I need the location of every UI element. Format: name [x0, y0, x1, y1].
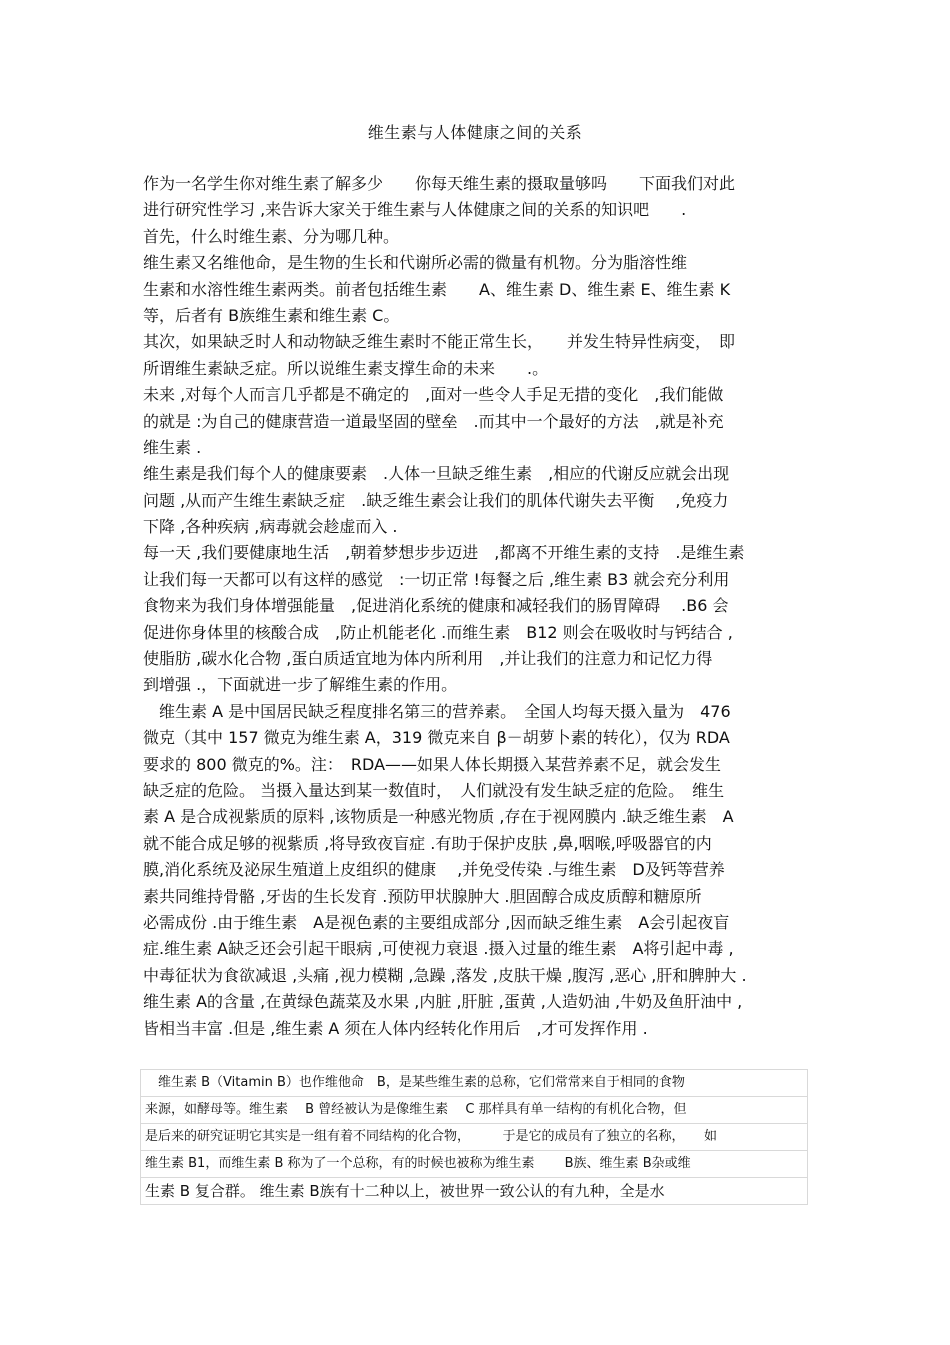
boxed-line: 维生素 B（Vitamin B）也作维他命 B，是某些维生素的总称，它们常常来自于相同的食物	[140, 1069, 808, 1096]
body-line: 作为一名学生你对维生素了解多少 你每天维生素的摄取量够吗 下面我们对此	[143, 174, 736, 193]
boxed-section	[140, 1069, 808, 1205]
boxed-line: 来源，如酵母等。维生素 B 曾经被认为是像维生素 C 那样具有单一结构的有机化合物，但	[140, 1096, 808, 1123]
boxed-line: 维生素 B1，而维生素 B 称为了一个总称，有的时候也被称为维生素 B族、维生素 B杂或维	[140, 1150, 808, 1177]
body-line: 就不能合成足够的视紫质 ,将导致夜盲症 .有助于保护皮肤 ,鼻,咽喉,呼吸器官的内	[143, 833, 712, 853]
body-line: 进行研究性学习 ,来告诉大家关于维生素与人体健康之间的关系的知识吧 .	[143, 200, 687, 220]
body-line: 其次，如果缺乏时人和动物缺乏维生素时不能正常生长， 并发生特异性病变， 即	[143, 332, 736, 352]
body-line: 必需成份 .由于维生素 A是视色素的主要组成部分 ,因而缺乏维生素 A会引起夜盲	[143, 912, 730, 932]
document-title: 维生素与人体健康之间的关系	[367, 123, 583, 142]
body-line: 下降 ,各种疾病 ,病毒就会趁虚而入 .	[143, 517, 398, 537]
body-line: 症.维生素 A缺乏还会引起干眼病 ,可使视力衰退 .摄入过量的维生素 A将引起中毒 ,	[143, 939, 734, 959]
body-line: 维生素 .	[143, 437, 202, 457]
body-line: 膜,消化系统及泌尿生殖道上皮组织的健康 ,并免受传染 .与维生素 D及钙等营养	[143, 860, 725, 880]
body-line: 首先，什么时维生素、分为哪几种。	[143, 226, 400, 246]
body-line: 食物来为我们身体增强能量 ,促进消化系统的健康和减轻我们的肠胃障碍 .B6 会	[143, 596, 729, 616]
body-line: 的就是 :为自己的健康营造一道最坚固的壁垒 .而其中一个最好的方法 ,就是补充	[143, 411, 724, 431]
body-line: 要求的 800 微克的%。注： RDA——如果人体长期摄入某营养素不足，就会发生	[143, 754, 722, 774]
body-line: 到增强 .，下面就进一步了解维生素的作用。	[143, 675, 458, 695]
document-body	[143, 171, 823, 1042]
body-line: 维生素 A的含量 ,在黄绿色蔬菜及水果 ,内脏 ,肝脏 ,蛋黄 ,人造奶油 ,牛奶及鱼肝油中 ,	[143, 992, 743, 1012]
body-line: 素 A 是合成视紫质的原料 ,该物质是一种感光物质 ,存在于视网膜内 .缺乏维生素 A	[143, 807, 734, 827]
body-line: 促进你身体里的核酸合成 ,防止机能老化 .而维生素 B12 则会在吸收时与钙结合 ,	[143, 622, 733, 642]
body-line: 维生素是我们每个人的健康要素 .人体一旦缺乏维生素 ,相应的代谢反应就会出现	[143, 464, 730, 484]
body-line: 问题 ,从而产生维生素缺乏症 .缺乏维生素会让我们的肌体代谢失去平衡 ,免疫力	[143, 490, 729, 510]
body-line: 中毒征状为食欲减退 ,头痛 ,视力模糊 ,急躁 ,落发 ,皮肤干燥 ,腹泻 ,恶心 ,肝和脾肿大 .	[143, 965, 747, 985]
boxed-line: 是后来的研究证明它其实是一组有着不同结构的化合物， 于是它的成员有了独立的名称， 如	[140, 1123, 808, 1150]
body-line: 缺乏症的危险。 当摄入量达到某一数值时， 人们就没有发生缺乏症的危险。 维生	[143, 780, 725, 800]
body-line: 维生素又名维他命，是生物的生长和代谢所必需的微量有机物。分为脂溶性维	[143, 253, 688, 273]
body-line: 皆相当丰富 .但是 ,维生素 A 须在人体内经转化作用后 ,才可发挥作用 .	[143, 1018, 648, 1038]
body-line: 生素和水溶性维生素两类。前者包括维生素 A、维生素 D、维生素 E、维生素 K	[143, 279, 731, 299]
body-line: 等，后者有 B族维生素和维生素 C。	[143, 305, 400, 325]
body-line: 素共同维持骨骼 ,牙齿的生长发育 .预防甲状腺肿大 .胆固醇合成皮质醇和糖原所	[143, 886, 702, 906]
body-line: 维生素 A 是中国居民缺乏程度排名第三的营养素。 全国人均每天摄入量为 476	[143, 701, 731, 721]
body-line: 让我们每一天都可以有这样的感觉 :一切正常 !每餐之后 ,维生素 B3 就会充分利用	[143, 569, 730, 589]
body-line: 每一天 ,我们要健康地生活 ,朝着梦想步步迈进 ,都离不开维生素的支持 .是维生素	[143, 543, 745, 563]
body-line: 使脂肪 ,碳水化合物 ,蛋白质适宜地为体内所利用 ,并让我们的注意力和记忆力得	[143, 649, 713, 669]
boxed-line: 生素 B 复合群。 维生素 B族有十二种以上，被世界一致公认的有九种，全是水	[140, 1177, 808, 1205]
body-line: 微克（其中 157 微克为维生素 A，319 微克来自 β－胡萝卜素的转化），仅为 RDA	[143, 728, 730, 748]
body-line: 未来 ,对每个人而言几乎都是不确定的 ,面对一些令人手足无措的变化 ,我们能做	[143, 385, 724, 405]
body-line: 所谓维生素缺乏症。所以说维生素支撑生命的未来 .。	[143, 358, 549, 378]
